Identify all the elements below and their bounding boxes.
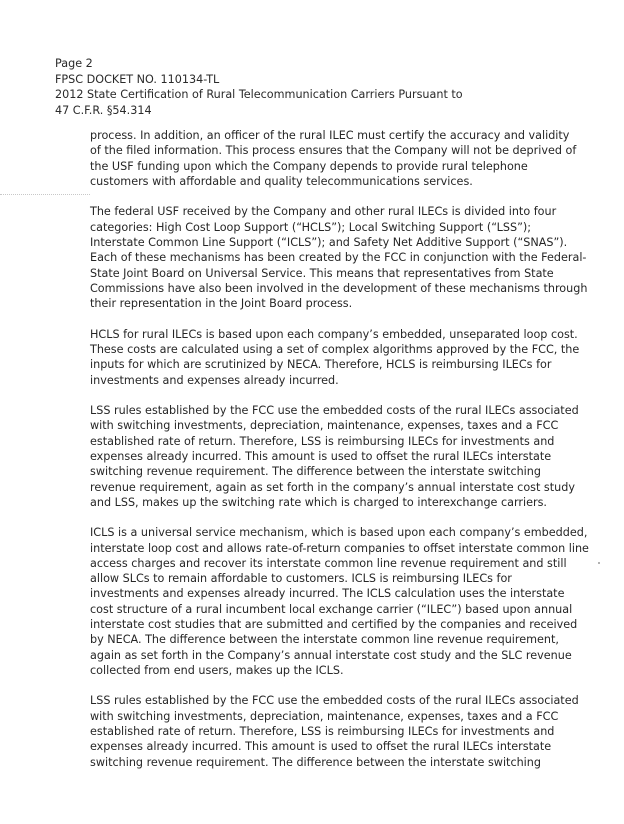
text-line: expenses already incurred. This amount is used to offset the rural ILECs interstate <box>90 449 552 463</box>
scan-artifact-dots <box>0 194 90 196</box>
document-title-line-2: 47 C.F.R. §54.314 <box>55 103 152 117</box>
text-line: The federal USF received by the Company and other rural ILECs is divided into four <box>90 205 557 219</box>
text-line: interstate loop cost and allows rate-of-return companies to offset interstate common line <box>90 541 589 555</box>
text-line: State Joint Board on Universal Service. This means that representatives from State <box>90 266 554 280</box>
text-line: These costs are calculated using a set of complex algorithms approved by the FCC, the <box>90 342 580 356</box>
text-line: Interstate Common Line Support (“ICLS”); and Safety Net Additive Support (“SNAS”). <box>90 235 568 249</box>
document-body <box>90 128 589 785</box>
text-line: allow SLCs to remain affordable to customers. ICLS is reimbursing ILECs for <box>90 572 512 586</box>
paragraph-lss <box>90 403 579 510</box>
text-line: switching revenue requirement. The difference between the interstate switching <box>90 465 541 479</box>
paragraph-hcls <box>90 327 580 388</box>
paragraph-usf-categories <box>90 204 588 311</box>
paragraph-lss-repeat <box>90 693 579 769</box>
text-line: access charges and recover its interstate common line revenue requirement and still <box>90 556 567 570</box>
text-line: Commissions have also been involved in the development of these mechanisms through <box>90 281 588 295</box>
text-line: with switching investments, depreciation, maintenance, expenses, taxes and a FCC <box>90 709 559 723</box>
text-line: again as set forth in the Company’s annual interstate cost study and the SLC revenue <box>90 648 572 662</box>
paragraph-icls <box>90 525 589 678</box>
text-line: investments and expenses already incurred. The ICLS calculation uses the interstate <box>90 587 565 601</box>
text-line: of the filed information. This process ensures that the Company will not be deprived of <box>90 144 577 158</box>
text-line: the USF funding upon which the Company depends to provide rural telephone <box>90 159 528 173</box>
text-line: Each of these mechanisms has been created by the FCC in conjunction with the Federal- <box>90 251 587 265</box>
text-line: established rate of return. Therefore, LSS is reimbursing ILECs for investments and <box>90 434 555 448</box>
text-line: LSS rules established by the FCC use the embedded costs of the rural ILECs associated <box>90 694 579 708</box>
text-line: expenses already incurred. This amount is used to offset the rural ILECs interstate <box>90 740 552 754</box>
text-line: by NECA. The difference between the interstate common line revenue requirement, <box>90 633 559 647</box>
text-line: collected from end users, makes up the ICLS. <box>90 663 344 677</box>
text-line: cost structure of a rural incumbent local exchange carrier (“ILEC”) based upon annual <box>90 602 573 616</box>
text-line: LSS rules established by the FCC use the embedded costs of the rural ILECs associated <box>90 404 579 418</box>
text-line: customers with affordable and quality telecommunications services. <box>90 174 473 188</box>
text-line: switching revenue requirement. The difference between the interstate switching <box>90 755 541 769</box>
text-line: investments and expenses already incurred. <box>90 373 339 387</box>
document-title-line-1: 2012 State Certification of Rural Telecommunication Carriers Pursuant to <box>55 88 463 101</box>
text-line: established rate of return. Therefore, LSS is reimbursing ILECs for investments and <box>90 725 555 739</box>
docket-number: FPSC DOCKET NO. 110134-TL <box>55 72 220 86</box>
text-line: process. In addition, an officer of the rural ILEC must certify the accuracy and validity <box>90 129 570 142</box>
text-line: categories: High Cost Loop Support (“HCLS”); Local Switching Support (“LSS”); <box>90 220 532 234</box>
text-line: and LSS, makes up the switching rate which is charged to interexchange carriers. <box>90 495 547 509</box>
page-header <box>55 56 463 118</box>
text-line: revenue requirement, again as set forth in the company’s annual interstate cost study <box>90 480 575 494</box>
text-line: HCLS for rural ILECs is based upon each company’s embedded, unseparated loop cost. <box>90 327 578 341</box>
page-number: Page 2 <box>55 57 93 70</box>
paragraph-certification <box>90 128 577 189</box>
scan-artifact-speck <box>598 562 600 564</box>
text-line: inputs for which are scrutinized by NECA. Therefore, HCLS is reimbursing ILECs for <box>90 358 552 372</box>
text-line: interstate cost studies that are submitted and certified by the companies and received <box>90 618 578 632</box>
text-line: ICLS is a universal service mechanism, which is based upon each company’s embedded, <box>90 526 588 540</box>
text-line: with switching investments, depreciation, maintenance, expenses, taxes and a FCC <box>90 419 559 433</box>
text-line: their representation in the Joint Board process. <box>90 297 353 311</box>
